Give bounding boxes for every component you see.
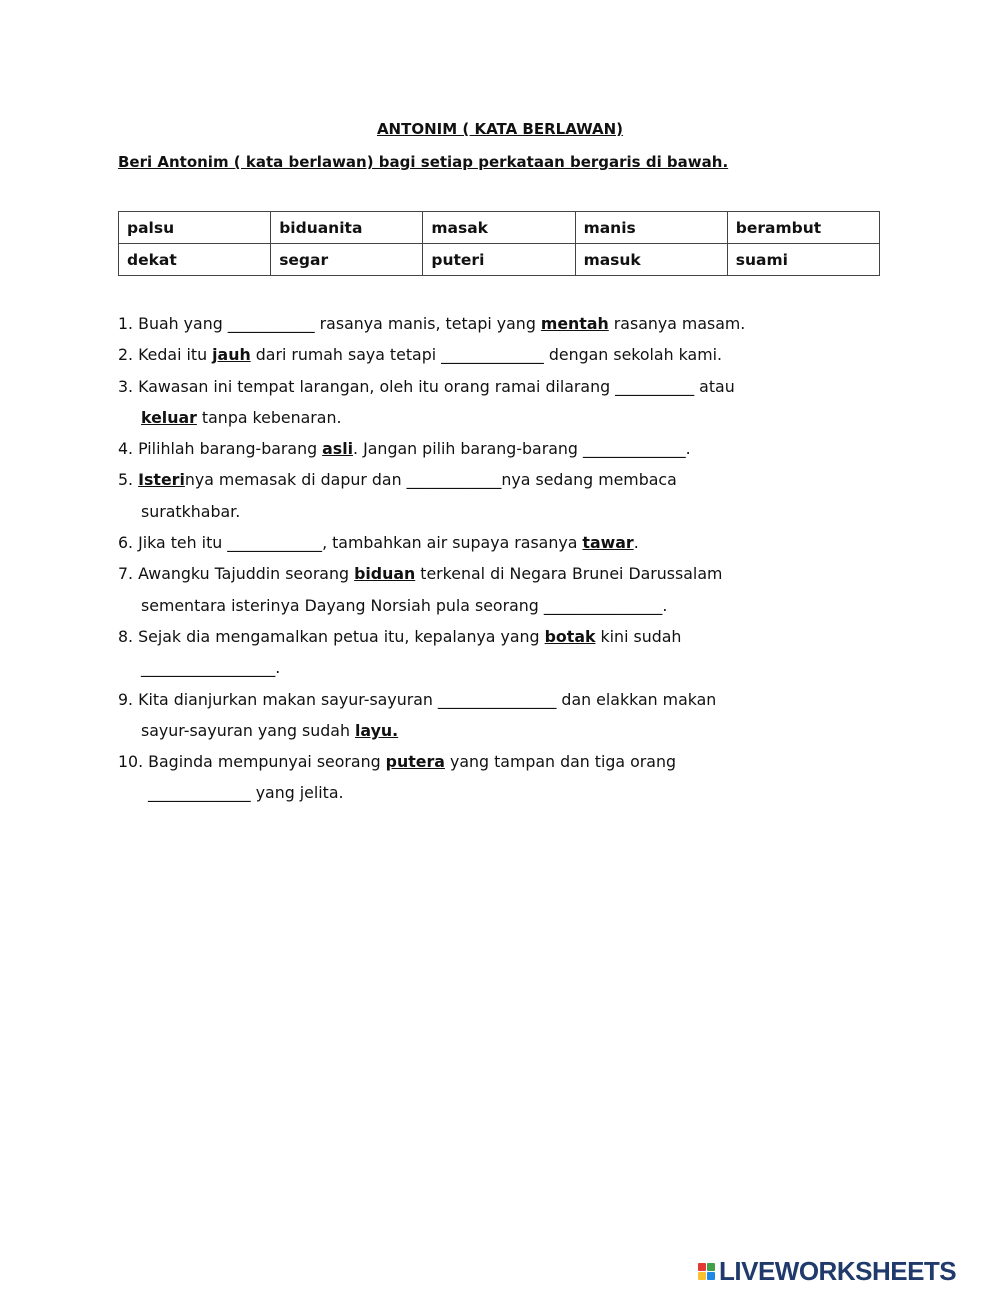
underlined-keyword: biduan [354, 564, 416, 584]
question-item [118, 746, 878, 809]
word-bank-cell: dekat [119, 244, 271, 276]
question-text: kini sudah [595, 626, 682, 646]
question-text: nya memasak di dapur dan ____________nya sedang membaca [184, 470, 677, 490]
question-number: 4. [118, 439, 134, 459]
question-continuation [118, 590, 878, 621]
question-text: tanpa kebenaran. [196, 407, 342, 427]
underlined-keyword: asli [322, 439, 354, 459]
worksheet-title: ANTONIM ( KATA BERLAWAN) [376, 120, 624, 138]
question-text: Awangku Tajuddin seorang [138, 564, 355, 584]
worksheet-instruction: Beri Antonim ( kata berlawan) bagi setiap perkataan bergaris di bawah. [118, 153, 729, 171]
word-bank-cell: suami [727, 244, 879, 276]
question-item [118, 527, 878, 558]
question-number: 8. [118, 626, 134, 646]
question-text: Pilihlah barang-barang [138, 439, 323, 459]
question-continuation [118, 715, 878, 746]
question-text: Kawasan ini tempat larangan, oleh itu orang ramai dilarang __________ atau [138, 376, 735, 396]
question-list [118, 308, 878, 809]
question-number: 10. [118, 752, 144, 772]
question-number: 9. [118, 689, 134, 709]
underlined-keyword: tawar [582, 533, 634, 553]
logo-cube [707, 1272, 715, 1280]
question-item [118, 371, 878, 434]
underlined-keyword: putera [385, 752, 445, 772]
question-text: dari rumah saya tetapi _____________ dengan sekolah kami. [250, 345, 722, 365]
question-item [118, 621, 878, 684]
question-text: Buah yang ___________ rasanya manis, tetapi yang [138, 314, 541, 333]
question-text: _________________. [141, 658, 281, 678]
logo-text: LIVEWORKSHEETS [719, 1256, 957, 1286]
question-continuation [118, 777, 878, 808]
underlined-keyword: botak [544, 626, 596, 646]
question-item [118, 684, 878, 747]
liveworksheets-logo [698, 1256, 956, 1287]
question-continuation [118, 496, 878, 527]
question-text: _____________ yang jelita. [148, 783, 344, 803]
question-text: . Jangan pilih barang-barang _____________. [353, 439, 691, 459]
underlined-keyword: layu. [355, 720, 399, 740]
question-text: terkenal di Negara Brunei Darussalam [415, 564, 723, 584]
question-number: 6. [118, 533, 134, 553]
question-text: . [633, 533, 639, 553]
word-bank-cell: masak [423, 212, 575, 244]
question-text: rasanya masam. [608, 314, 746, 333]
underlined-keyword: keluar [141, 407, 197, 427]
question-text: Kita dianjurkan makan sayur-sayuran _______________ dan elakkan makan [138, 689, 717, 709]
underlined-keyword: Isteri [138, 470, 185, 490]
word-bank-row [119, 244, 880, 276]
question-text: sayur-sayuran yang sudah [141, 720, 356, 740]
logo-cubes-icon [698, 1263, 715, 1280]
question-item [118, 558, 878, 621]
question-item [118, 308, 878, 339]
question-item [118, 433, 878, 464]
word-bank-cell: manis [575, 212, 727, 244]
question-item [118, 339, 878, 370]
logo-cube [698, 1263, 706, 1271]
question-text: Kedai itu [138, 345, 213, 365]
logo-cube [707, 1263, 715, 1271]
underlined-keyword: mentah [540, 314, 609, 333]
question-text: sementara isterinya Dayang Norsiah pula seorang _______________. [141, 595, 668, 615]
question-continuation [118, 402, 878, 433]
question-continuation [118, 652, 878, 683]
question-text: Sejak dia mengamalkan petua itu, kepalanya yang [138, 626, 545, 646]
question-number: 2. [118, 345, 134, 365]
word-bank-cell: puteri [423, 244, 575, 276]
word-bank-cell: berambut [727, 212, 879, 244]
underlined-keyword: jauh [212, 345, 251, 365]
word-bank-cell: palsu [119, 212, 271, 244]
question-text: yang tampan dan tiga orang [444, 752, 676, 772]
question-number: 5. [118, 470, 134, 490]
word-bank-table [118, 211, 880, 276]
word-bank-cell: biduanita [271, 212, 423, 244]
question-number: 3. [118, 376, 134, 396]
question-text: suratkhabar. [141, 501, 241, 521]
word-bank-cell: masuk [575, 244, 727, 276]
word-bank-row [119, 212, 880, 244]
question-text: Jika teh itu ____________, tambahkan air supaya rasanya [138, 533, 583, 553]
question-item [118, 464, 878, 527]
word-bank-cell: segar [271, 244, 423, 276]
question-number: 1. [118, 314, 134, 333]
question-number: 7. [118, 564, 134, 584]
question-text: Baginda mempunyai seorang [148, 752, 386, 772]
logo-cube [698, 1272, 706, 1280]
